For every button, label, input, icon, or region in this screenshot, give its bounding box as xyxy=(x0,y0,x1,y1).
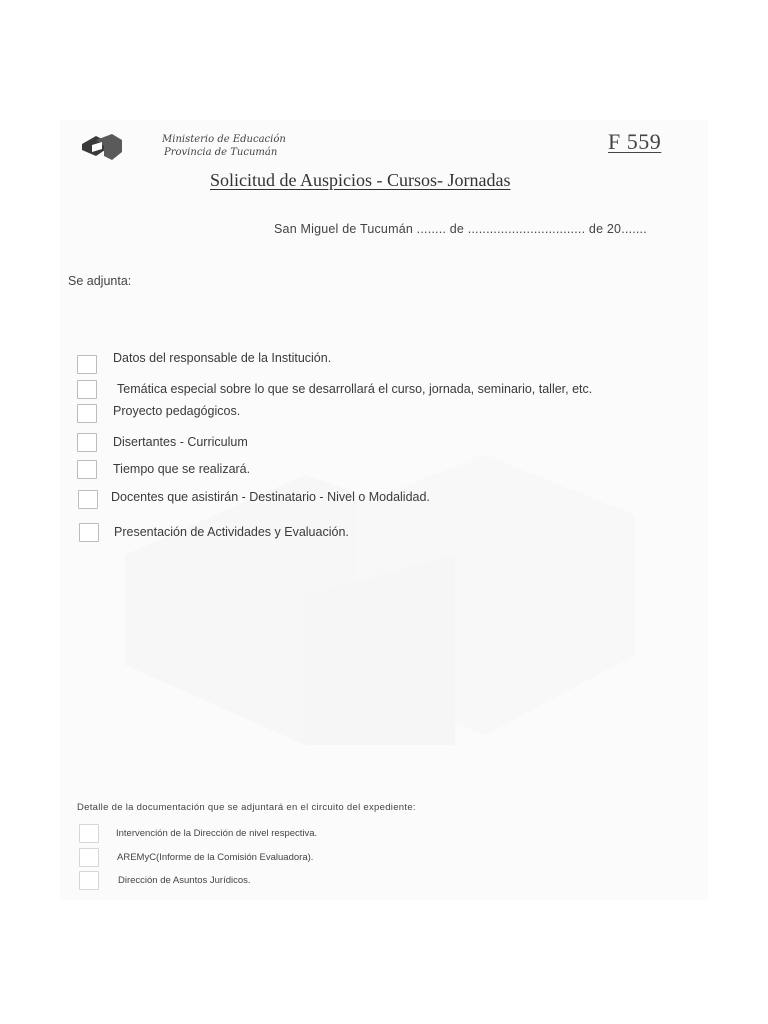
checkbox-docentes[interactable] xyxy=(78,490,98,509)
checkbox-intervencion[interactable] xyxy=(79,824,99,843)
ministry-logo xyxy=(82,134,122,160)
date-line: San Miguel de Tucumán ........ de ................................ de 20....... xyxy=(274,222,647,236)
checklist-item-label: Proyecto pedagógicos. xyxy=(113,404,241,418)
checkbox-tematica[interactable] xyxy=(77,380,97,399)
checklist-item-label: Presentación de Actividades y Evaluación. xyxy=(114,525,349,539)
checkbox-responsable[interactable] xyxy=(77,355,97,374)
document-title: Solicitud de Auspicios - Cursos- Jornadas xyxy=(210,170,511,190)
detail-heading: Detalle de la documentación que se adjuntará en el circuito del expediente: xyxy=(77,802,416,813)
checkbox-juridicos[interactable] xyxy=(79,871,99,890)
checklist-item-label: Disertantes - Curriculum xyxy=(113,435,248,449)
checkbox-disertantes[interactable] xyxy=(77,433,97,452)
checkbox-aremyc[interactable] xyxy=(79,848,99,867)
ministry-name xyxy=(162,133,286,159)
checklist-item-label: Temática especial sobre lo que se desarrollará el curso, jornada, seminario, taller, etc. xyxy=(117,382,593,396)
checklist-item-label: Tiempo que se realizará. xyxy=(113,462,251,476)
detail-item-label: Dirección de Asuntos Jurídicos. xyxy=(118,875,251,886)
detail-item-label: AREMyC(Informe de la Comisión Evaluadora). xyxy=(117,852,314,863)
checklist-item-label: Docentes que asistirán - Destinatario - Nivel o Modalidad. xyxy=(111,490,430,504)
checkbox-presentacion[interactable] xyxy=(79,523,99,542)
ministry-line-1: Ministerio de Educación xyxy=(162,134,286,145)
detail-item-label: Intervención de la Dirección de nivel respectiva. xyxy=(116,828,318,839)
ministry-line-2: Provincia de Tucumán xyxy=(164,147,278,158)
form-code: F 559 xyxy=(608,129,662,154)
attachments-label: Se adjunta: xyxy=(68,274,132,288)
checklist-item-label: Datos del responsable de la Institución. xyxy=(113,351,332,365)
checkbox-tiempo[interactable] xyxy=(77,460,97,479)
checkbox-proyecto[interactable] xyxy=(77,404,97,423)
